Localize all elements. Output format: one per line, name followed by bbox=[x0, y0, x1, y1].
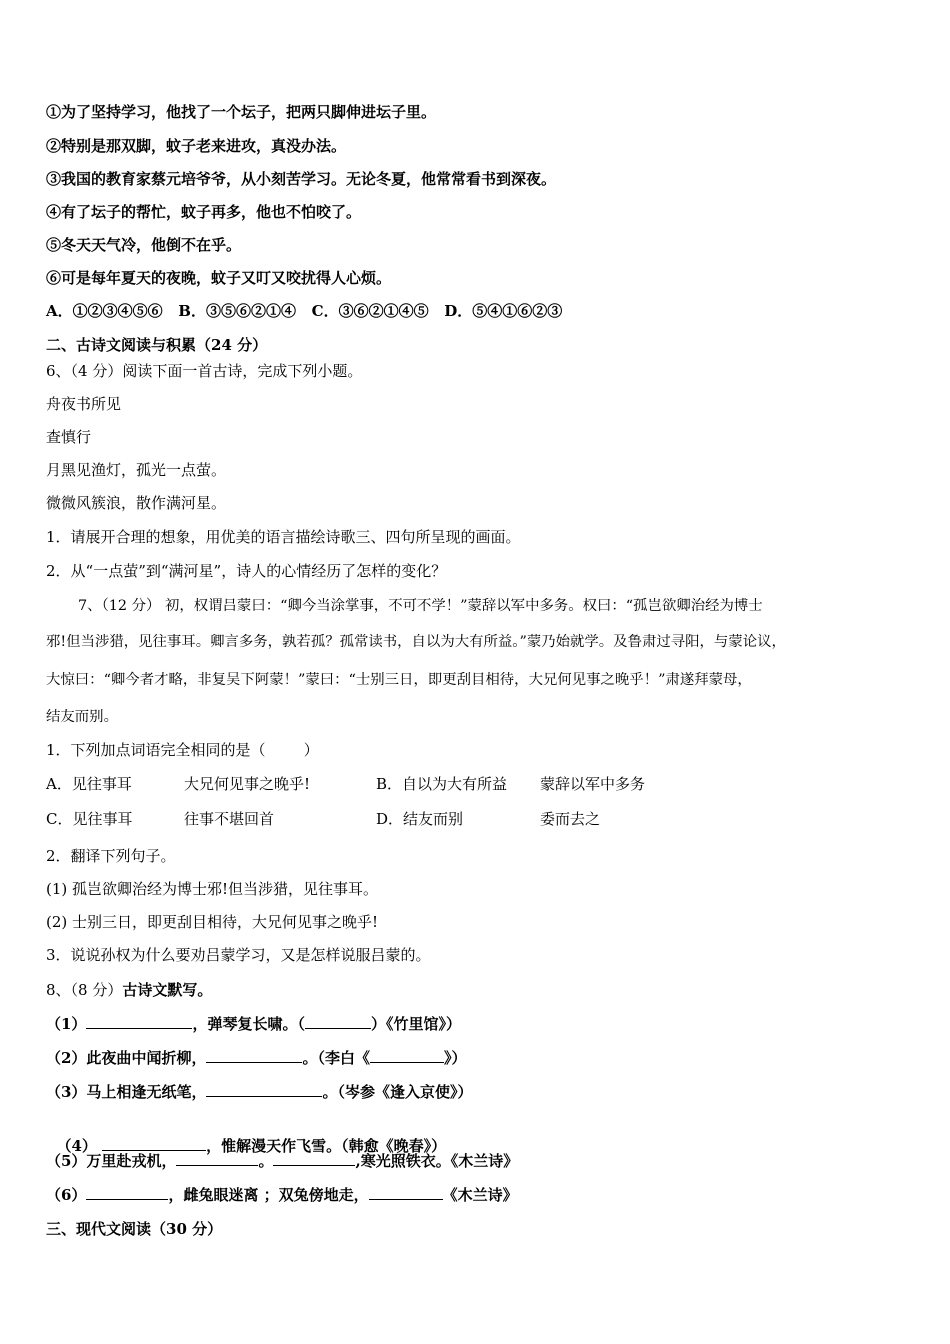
section-2-title: 二、古诗文阅读与积累（24 分） bbox=[46, 336, 268, 354]
q7-option-b-2: 蒙辞以军中多务 bbox=[540, 775, 646, 793]
fill-blank[interactable] bbox=[86, 1014, 192, 1029]
q8-line-1: （1） ，弹琴复长啸。（ ）《竹里馆》） bbox=[46, 1015, 461, 1033]
poem-title: 舟夜书所见 bbox=[46, 395, 122, 413]
q7-translate-2: (2) 士别三日，即更刮目相待，大兄何见事之晚乎! bbox=[46, 913, 379, 931]
q7-sub-2: 2．翻译下列句子。 bbox=[46, 847, 176, 865]
q7-sub-1: 1．下列加点词语完全相同的是（ ） bbox=[46, 741, 319, 759]
q6-sub-1: 1．请展开合理的想象，用优美的语言描绘诗歌三、四句所呈现的画面。 bbox=[46, 528, 521, 546]
order-sentence-2: ②特别是那双脚，蚊子老来进攻，真没办法。 bbox=[46, 137, 347, 155]
q8-line-6: （6） ，雌兔眼迷离 ；双兔傍地走， 《木兰诗》 bbox=[46, 1186, 518, 1204]
q7-passage-line-2: 邪!但当涉猎，见往事耳。卿言多务，孰若孤？孤常读书，自以为大有所益。”蒙乃始就学。及鲁肃过寻阳，与蒙论议， bbox=[46, 634, 786, 650]
q7-option-d-2: 委而去之 bbox=[540, 810, 601, 828]
q7-option-c-1: C．见往事耳 bbox=[46, 810, 133, 828]
q7-sub-3: 3．说说孙权为什么要劝吕蒙学习，又是怎样说服吕蒙的。 bbox=[46, 946, 431, 964]
q7-option-a-2: 大兄何见事之晚乎! bbox=[184, 775, 311, 793]
order-sentence-4: ④有了坛子的帮忙，蚊子再多，他也不怕咬了。 bbox=[46, 203, 362, 221]
q7-option-c-2: 往事不堪回首 bbox=[184, 810, 275, 828]
fill-blank[interactable] bbox=[370, 1048, 444, 1063]
section-3-title: 三、现代文阅读（30 分） bbox=[46, 1220, 223, 1238]
q7-translate-1: (1) 孤岂欲卿治经为博士邪!但当涉猎，见往事耳。 bbox=[46, 880, 379, 898]
q7-passage-line-1: 7、（12 分） 初，权谓吕蒙曰：“卿今当涂掌事，不可不学！”蒙辞以军中多务。权曰：“孤岂欲卿治经为博士 bbox=[78, 598, 763, 614]
q8-number: 8、（8 分） bbox=[46, 981, 123, 999]
q7-passage-line-3: 大惊曰：“卿今者才略，非复吴下阿蒙！”蒙曰：“士别三日，即更刮目相待，大兄何见事之晚乎！”肃遂拜蒙母， bbox=[46, 672, 752, 688]
fill-blank[interactable] bbox=[176, 1151, 258, 1166]
order-sentence-6: ⑥可是每年夏天的夜晚，蚊子又叮又咬扰得人心烦。 bbox=[46, 269, 392, 287]
fill-blank[interactable] bbox=[305, 1014, 371, 1029]
q8-header bbox=[46, 980, 212, 1000]
order-sentence-1: ①为了坚持学习，他找了一个坛子，把两只脚伸进坛子里。 bbox=[46, 103, 437, 121]
poem-author: 查慎行 bbox=[46, 428, 92, 446]
q7-option-b-1: B．自以为大有所益 bbox=[376, 775, 508, 793]
q8-line-4: （4） ，惟解漫天作飞雪。（韩愈《晚春》） bbox=[56, 1137, 447, 1155]
q6-sub-2: 2．从“一点萤”到“满河星”，诗人的心情经历了怎样的变化？ bbox=[46, 562, 447, 580]
q6-header: 6、（4 分）阅读下面一首古诗，完成下列小题。 bbox=[46, 362, 363, 380]
q7-option-d-1: D．结友而别 bbox=[376, 810, 464, 828]
poem-line-1: 月黑见渔灯，孤光一点萤。 bbox=[46, 461, 227, 479]
q8-title: 古诗文默写。 bbox=[122, 981, 213, 999]
order-sentence-5: ⑤冬天天气冷，他倒不在乎。 bbox=[46, 236, 242, 254]
q7-option-a-1: A．见往事耳 bbox=[46, 775, 132, 793]
q8-line-3: （3）马上相逢无纸笔， 。（岑参《逢入京使》） bbox=[46, 1083, 473, 1101]
q8-line-5: （5）万里赴戎机， 。 ,寒光照铁衣。《木兰诗》 bbox=[46, 1152, 519, 1170]
fill-blank[interactable] bbox=[273, 1151, 355, 1166]
q7-passage-line-4: 结友而别。 bbox=[46, 709, 118, 725]
poem-line-2: 微微风簇浪，散作满河星。 bbox=[46, 494, 227, 512]
fill-blank[interactable] bbox=[206, 1082, 322, 1097]
fill-blank[interactable] bbox=[206, 1048, 302, 1063]
fill-blank[interactable] bbox=[102, 1136, 206, 1151]
order-options: A．①②③④⑤⑥ B．③⑤⑥②①④ C．③⑥②①④⑤ D．⑤④①⑥②③ bbox=[46, 302, 563, 320]
q8-line-2: （2）此夜曲中闻折柳， 。（李白《 》） bbox=[46, 1049, 467, 1067]
fill-blank[interactable] bbox=[369, 1185, 443, 1200]
order-sentence-3: ③我国的教育家蔡元培爷爷，从小刻苦学习。无论冬夏，他常常看书到深夜。 bbox=[46, 170, 557, 188]
fill-blank[interactable] bbox=[86, 1185, 168, 1200]
